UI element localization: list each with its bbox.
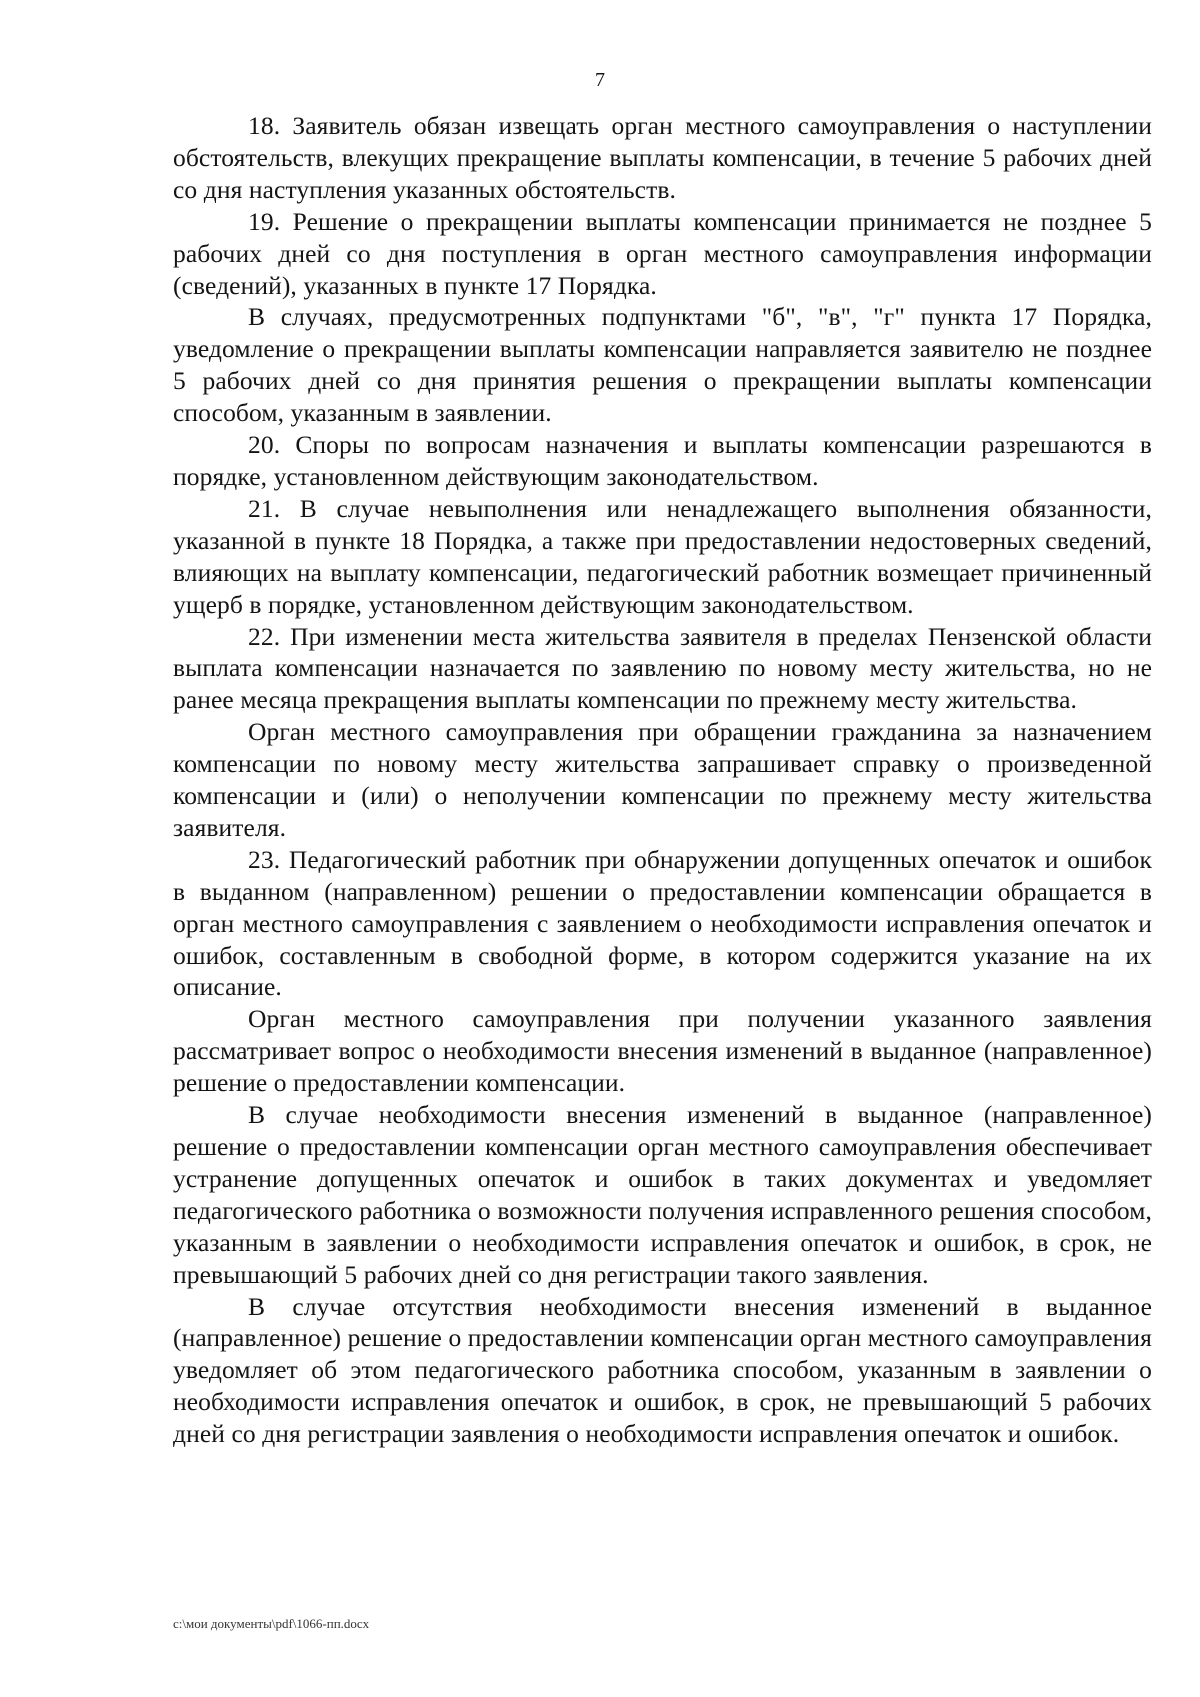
paragraph-19-cases: В случаях, предусмотренных подпунктами "б", "в", "г" пункта 17 Порядка, уведомление о прекращении выплаты компенсации направляется заявителю не позднее 5 рабочих дней со дня принятия решения о прекращении выплаты компенсации способом, указанным в заявлении. <box>173 302 1152 428</box>
paragraph-18: 18. Заявитель обязан извещать орган местного самоуправления о наступлении обстоятельств, влекущих прекращение выплаты компенсации, в течение 5 рабочих дней со дня наступления указанных обстоятельств. <box>173 111 1152 204</box>
document-body <box>173 110 1152 1450</box>
paragraph-23: 23. Педагогический работник при обнаружении допущенных опечаток и ошибок в выданном (направленном) решении о предоставлении компенсации обращается в орган местного самоуправления с заявлением о необходимости исправления опечаток и ошибок, составленным в свободной форме, в котором содержится указание на их описание. <box>173 844 1152 1002</box>
paragraph-20: 20. Споры по вопросам назначения и выплаты компенсации разрешаются в порядке, установленном действующим законодательством. <box>173 430 1152 491</box>
paragraph-22: 22. При изменении места жительства заявителя в пределах Пензенской области выплата компенсации назначается по заявлению по новому месту жительства, но не ранее месяца прекращения выплаты компенсации по прежнему месту жительства. <box>173 621 1152 715</box>
paragraph-23-changes-needed: В случае необходимости внесения изменений в выданное (направленное) решение о предоставлении компенсации орган местного самоуправления обеспечивает устранение допущенных опечаток и ошибок в таких документах и уведомляет педагогического работника о возможности получения исправленного решения способом, указанным в заявлении о необходимости исправления опечаток и ошибок, в срок, не превышающий 5 рабочих дней со дня регистрации такого заявления. <box>173 1100 1152 1289</box>
footer-file-path: c:\мои документы\pdf\1066-пп.docx <box>173 1616 370 1631</box>
paragraph-19: 19. Решение о прекращении выплаты компенсации принимается не позднее 5 рабочих дней со дня поступления в орган местного самоуправления информации (сведений), указанных в пункте 17 Порядка. <box>173 206 1152 300</box>
paragraph-23-no-changes: В случае отсутствия необходимости внесения изменений в выданное (направленное) решение о предоставлении компенсации орган местного самоуправления уведомляет об этом педагогического работника способом, указанным в заявлении о необходимости исправления опечаток и ошибок, в срок, не превышающий 5 рабочих дней со дня регистрации заявления о необходимости исправления опечаток и ошибок. <box>173 1291 1152 1449</box>
paragraph-21: 21. В случае невыполнения или ненадлежащего выполнения обязанности, указанной в пункте 18 Порядка, а также при предоставлении недостоверных сведений, влияющих на выплату компенсации, педагогический работник возмещает причиненный ущерб в порядке, установленном действующим законодательством. <box>173 493 1152 619</box>
page-number: 7 <box>595 69 605 91</box>
paragraph-22-authority: Орган местного самоуправления при обращении гражданина за назначением компенсации по новому месту жительства запрашивает справку о произведенной компенсации и (или) о неполучении компенсации по прежнему месту жительства заявителя. <box>173 717 1152 842</box>
paragraph-23-review: Орган местного самоуправления при получении указанного заявления рассматривает вопрос о необходимости внесения изменений в выданное (направленное) решение о предоставлении компенсации. <box>173 1004 1152 1098</box>
